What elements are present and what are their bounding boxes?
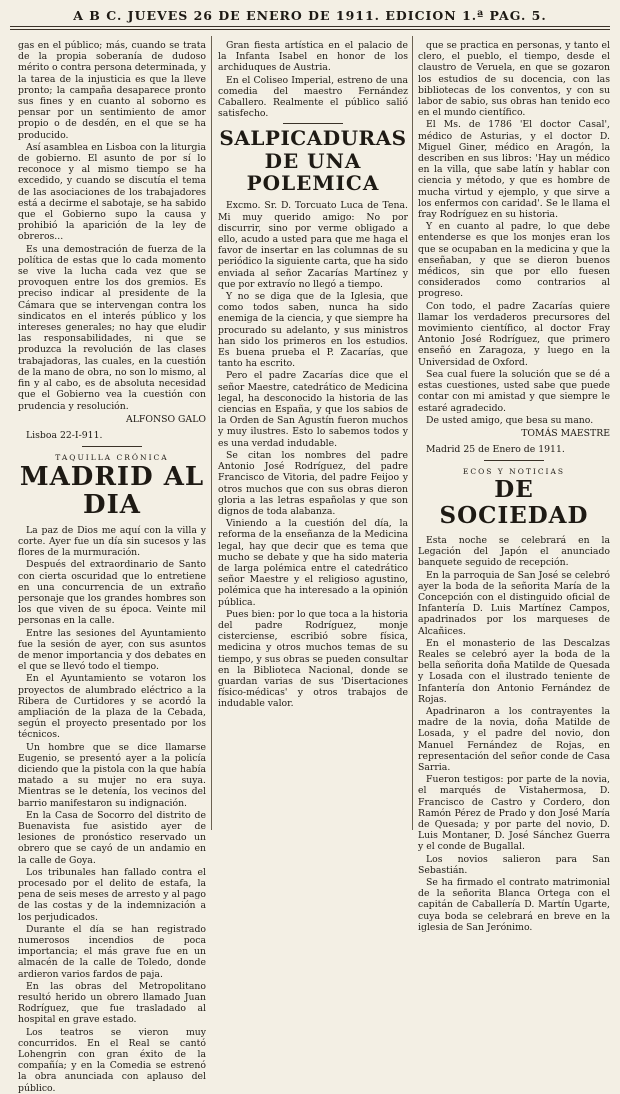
article-dateline: Madrid 25 de Enero de 1911. [426, 443, 565, 455]
article-paragraph: Viniendo a la cuestión del día, la reforma de la enseñanza de la Medicina legal, hay que decir que es tema que mucho se debate y que ha sido materia de larga polémica entre el catedrático señor Maestre y el religioso agustino, polémica que ha interesado a la opinión pública. [218, 518, 408, 608]
article-paragraph: En el Coliseo Imperial, estreno de una comedia del maestro Fernández Caballero. Realmente el público salió satisfecho. [218, 74, 408, 120]
article-paragraph: Y no se diga que de la Iglesia, que como todos saben, nunca ha sido enemiga de la ciencia, y que siempre ha procurado su adelanto, y sus ministros han sido los primeros en los estudios. Es buena prueba el P. Zacarías, que tanto ha escrito. [218, 291, 408, 370]
article-paragraph: Es una demostración de fuerza de la política de estas que lo cada momento se vive la lucha cada vez que se provoquen entre los dos gremios. Es preciso indicar al presidente de la Cámara que se intervengan contra los sindicatos en el interés público y los intereses generales; no hay que eludir las responsabilidades, ni que se produzca la revolución de las clases trabajadoras, las cuales, en la cuestión de la mano de obra, no son lo mismo, al fin y al cabo, es de absoluta necesidad que el Gobierno vea la cuestión con prudencia y resolución. [18, 243, 206, 412]
column-3 [418, 40, 610, 933]
section-title: DE SOCIEDAD [439, 475, 589, 529]
section-divider [484, 460, 544, 461]
article-paragraph: Sea cual fuere la solución que se dé a estas cuestiones, usted sabe que puede contar con mi amistad y que siempre le estaré agradecido. [418, 368, 610, 414]
article-signature: ALFONSO GALO [126, 413, 206, 425]
article-paragraph: Durante el día se han registrado numerosos incendios de poca importancia; el más grave fue en un almacén de la calle de Toledo, donde ardieron varios fardos de paja. [18, 923, 206, 980]
article-paragraph: Se citan los nombres del padre Antonio José Rodríguez, del padre Francisco de Vitoria, del padre Feijoo y otros muchos que con sus obras dieron gloria a las letras españolas y que son dignos de toda alabanza. [218, 449, 408, 517]
article-paragraph: Gran fiesta artística en el palacio de la Infanta Isabel en honor de los archiduques de Austria. [218, 40, 408, 74]
article-paragraph: Y en cuanto al padre, lo que debe entenderse es que los monjes eran los que se ocupaban en la medicina y que la enseñaban, y que se dieron buenos médicos, sin que por ello fuesen considerados como contrarios al progreso. [418, 221, 610, 300]
page-header: A B C. JUEVES 26 DE ENERO DE 1911. EDICION 1.ª PAG. 5. [73, 8, 547, 23]
section-subtitle: DE UNA POLEMICA [246, 149, 380, 196]
article-paragraph: En la Casa de Socorro del distrito de Buenavista fue asistido ayer de lesiones de pronóstico reservado un obrero que se cayó de un andamio en la calle de Goya. [18, 809, 206, 866]
article-paragraph: Un hombre que se dice llamarse Eugenio, se presentó ayer a la policía diciendo que la pistola con la que había matado a su mujer no era suya. Mientras se le detenía, los vecinos del barrio manifestaron su indignación. [18, 741, 206, 809]
section-kicker: TAQUILLA CRÓNICA [55, 452, 169, 462]
article-paragraph: gas en el público; más, cuando se trata de la propia soberanía de dudoso mérito o contra persona determinada, y la tarea de la injusticia es que la lleve pronto; la campaña desaparece pronto sus fines y en cuanto al soborno es pensar por un sentimiento de amor propio o de desdén, en el que se ha producido. [18, 40, 206, 141]
section-title: MADRID AL DIA [19, 461, 205, 520]
section-divider [82, 446, 142, 447]
article-paragraph: Con todo, el padre Zacarías quiere llamar los verdaderos precursores del movimiento científico, al doctor Fray Antonio José Rodríguez, que primero enseñó en Zaragoza, y luego en la Universidad de Oxford. [418, 300, 610, 368]
header-rule [10, 26, 610, 27]
article-paragraph: En el Ayuntamiento se votaron los proyectos de alumbrado eléctrico a la Ribera de Curtidores y se acordó la ampliación de la plaza de la Cebada, según el proyecto presentado por los técnicos. [18, 673, 206, 741]
article-signature: TOMÁS MAESTRE [521, 427, 610, 439]
column-divider-2 [412, 36, 413, 830]
header-rule-double [10, 29, 610, 30]
article-paragraph: Entre las sesiones del Ayuntamiento fue la sesión de ayer, con sus asuntos de menor importancia y dos debates en el que se llevó todo el tiempo. [18, 627, 206, 673]
column-2 [218, 40, 408, 830]
article-paragraph: Excmo. Sr. D. Torcuato Luca de Tena. Mi muy querido amigo: No por discurrir, sino por verme obligado a ello, acudo a usted para que me haga el favor de insertar en las columnas de su periódico la siguiente carta, que ha sido enviada al señor Zacarías Martínez y que por extravío no llegó a tiempo. [218, 200, 408, 290]
article-paragraph: que se practica en personas, y tanto el clero, el pueblo, el tiempo, desde el claustro de Veruela, en que se gozaron los estudios de su docencia, con las bibliotecas de los conventos, y con su labor de sabio, sus obras han tenido eco en el mundo científico. [418, 40, 610, 119]
article-paragraph: En las obras del Metropolitano resultó herido un obrero llamado Juan Rodríguez, que fue trasladado al hospital en grave estado. [18, 980, 206, 1026]
article-paragraph: Los teatros se vieron muy concurridos. En el Real se cantó Lohengrin con gran éxito de la compañía; y en la Comedia se estrenó la obra anunciada con aplauso del público. [18, 1026, 206, 1094]
article-paragraph: El Ms. de 1786 'El doctor Casal', médico de Asturias, y el doctor D. Miguel Giner, médico en Aragón, la describen en sus libros: 'Hay un médico en la villa, que sabe latín y hablar con ciencia y método, y que es hombre de mucha virtud y ejemplo, y que sirve a los enfermos con caridad'. Se le llama el fray Rodríguez en su historia. [418, 119, 610, 221]
article-paragraph: Los tribunales han fallado contra el procesado por el delito de estafa, la pena de seis meses de arresto y al pago de las costas y de la indemnización a los perjudicados. [18, 866, 206, 923]
article-paragraph: Se ha firmado el contrato matrimonial de la señorita Blanca Ortega con el capitán de Caballería D. Martín Ugarte, cuya boda se celebrará en breve en la iglesia de San Jerónimo. [418, 877, 610, 933]
article-paragraph: Esta noche se celebrará en la Legación del Japón el anunciado banquete seguido de recepción. [418, 534, 610, 569]
article-paragraph: Después del extraordinario de Santo con cierta oscuridad que lo entretiene en una concurrencia de un extraño personaje que los grandes hombres son los que viven de su época. Veinte mil personas en la calle. [18, 559, 206, 627]
article-paragraph: Apadrinaron a los contrayentes la madre de la novia, doña Matilde de Losada, y el padre del novio, don Manuel Fernández de Rojas, en representación del señor conde de Casa Sarria. [418, 705, 610, 773]
article-paragraph: Así asamblea en Lisboa con la liturgia de gobierno. El asunto de por sí lo reconoce y al mismo tiempo se ha excedido, y cuando se discutía el tema de las asociaciones de los trabajadores está a decirme el sabotaje, se ha sabido que el Gobierno supo la causa y prohibió la aparición de la ley de obreros... [18, 141, 206, 243]
article-dateline: Lisboa 22-I-911. [26, 429, 103, 441]
article-paragraph: Pues bien: por lo que toca a la historia del padre Rodríguez, monje cisterciense, escribió sobre física, medicina y otros muchos temas de su tiempo, y sus obras se pueden consultar en la Biblioteca Nacional, donde se guardan varias de sus 'Disertaciones físico-médicas' y otros trabajos de indudable valor. [218, 608, 408, 710]
column-1 [18, 40, 206, 1094]
article-paragraph: De usted amigo, que besa su mano. [426, 414, 594, 426]
article-paragraph: Los novios salieron para San Sebastián. [418, 853, 610, 876]
article-paragraph: En la parroquia de San José se celebró ayer la boda de la señorita María de la Concepción con el distinguido oficial de Infantería D. Luis Martínez Campos, apadrinados por los marqueses de Alcañices. [418, 569, 610, 637]
section-title: SALPICADURAS [219, 126, 407, 151]
article-paragraph: Fueron testigos: por parte de la novia, el marqués de Vistahermosa, D. Francisco de Castro y Cordero, don Ramón Pérez de Prado y don José María de Quesada; y por parte del novio, D. Luis Montaner, D. José Sánchez Guerra y el conde de Bugallal. [418, 774, 610, 853]
section-kicker: ECOS Y NOTICIAS [462, 466, 566, 476]
article-paragraph: Pero el padre Zacarías dice que el señor Maestre, catedrático de Medicina legal, ha desconocido la historia de las ciencias en España, y que los sabios de la Orden de San Agustín fueron muchos y muy ilustres. Esto lo sabemos todos y es una verdad indudable. [218, 370, 408, 449]
section-divider [283, 123, 343, 124]
article-paragraph: En el monasterio de las Descalzas Reales se celebró ayer la boda de la bella señorita doña Matilde de Quesada y Losada con el ilustrado teniente de Infantería don Antonio Fernández de Rojas. [418, 637, 610, 705]
column-divider-1 [211, 36, 212, 830]
article-paragraph: La paz de Dios me aquí con la villa y corte. Ayer fue un día sin sucesos y las flores de la murmuración. [18, 524, 206, 559]
